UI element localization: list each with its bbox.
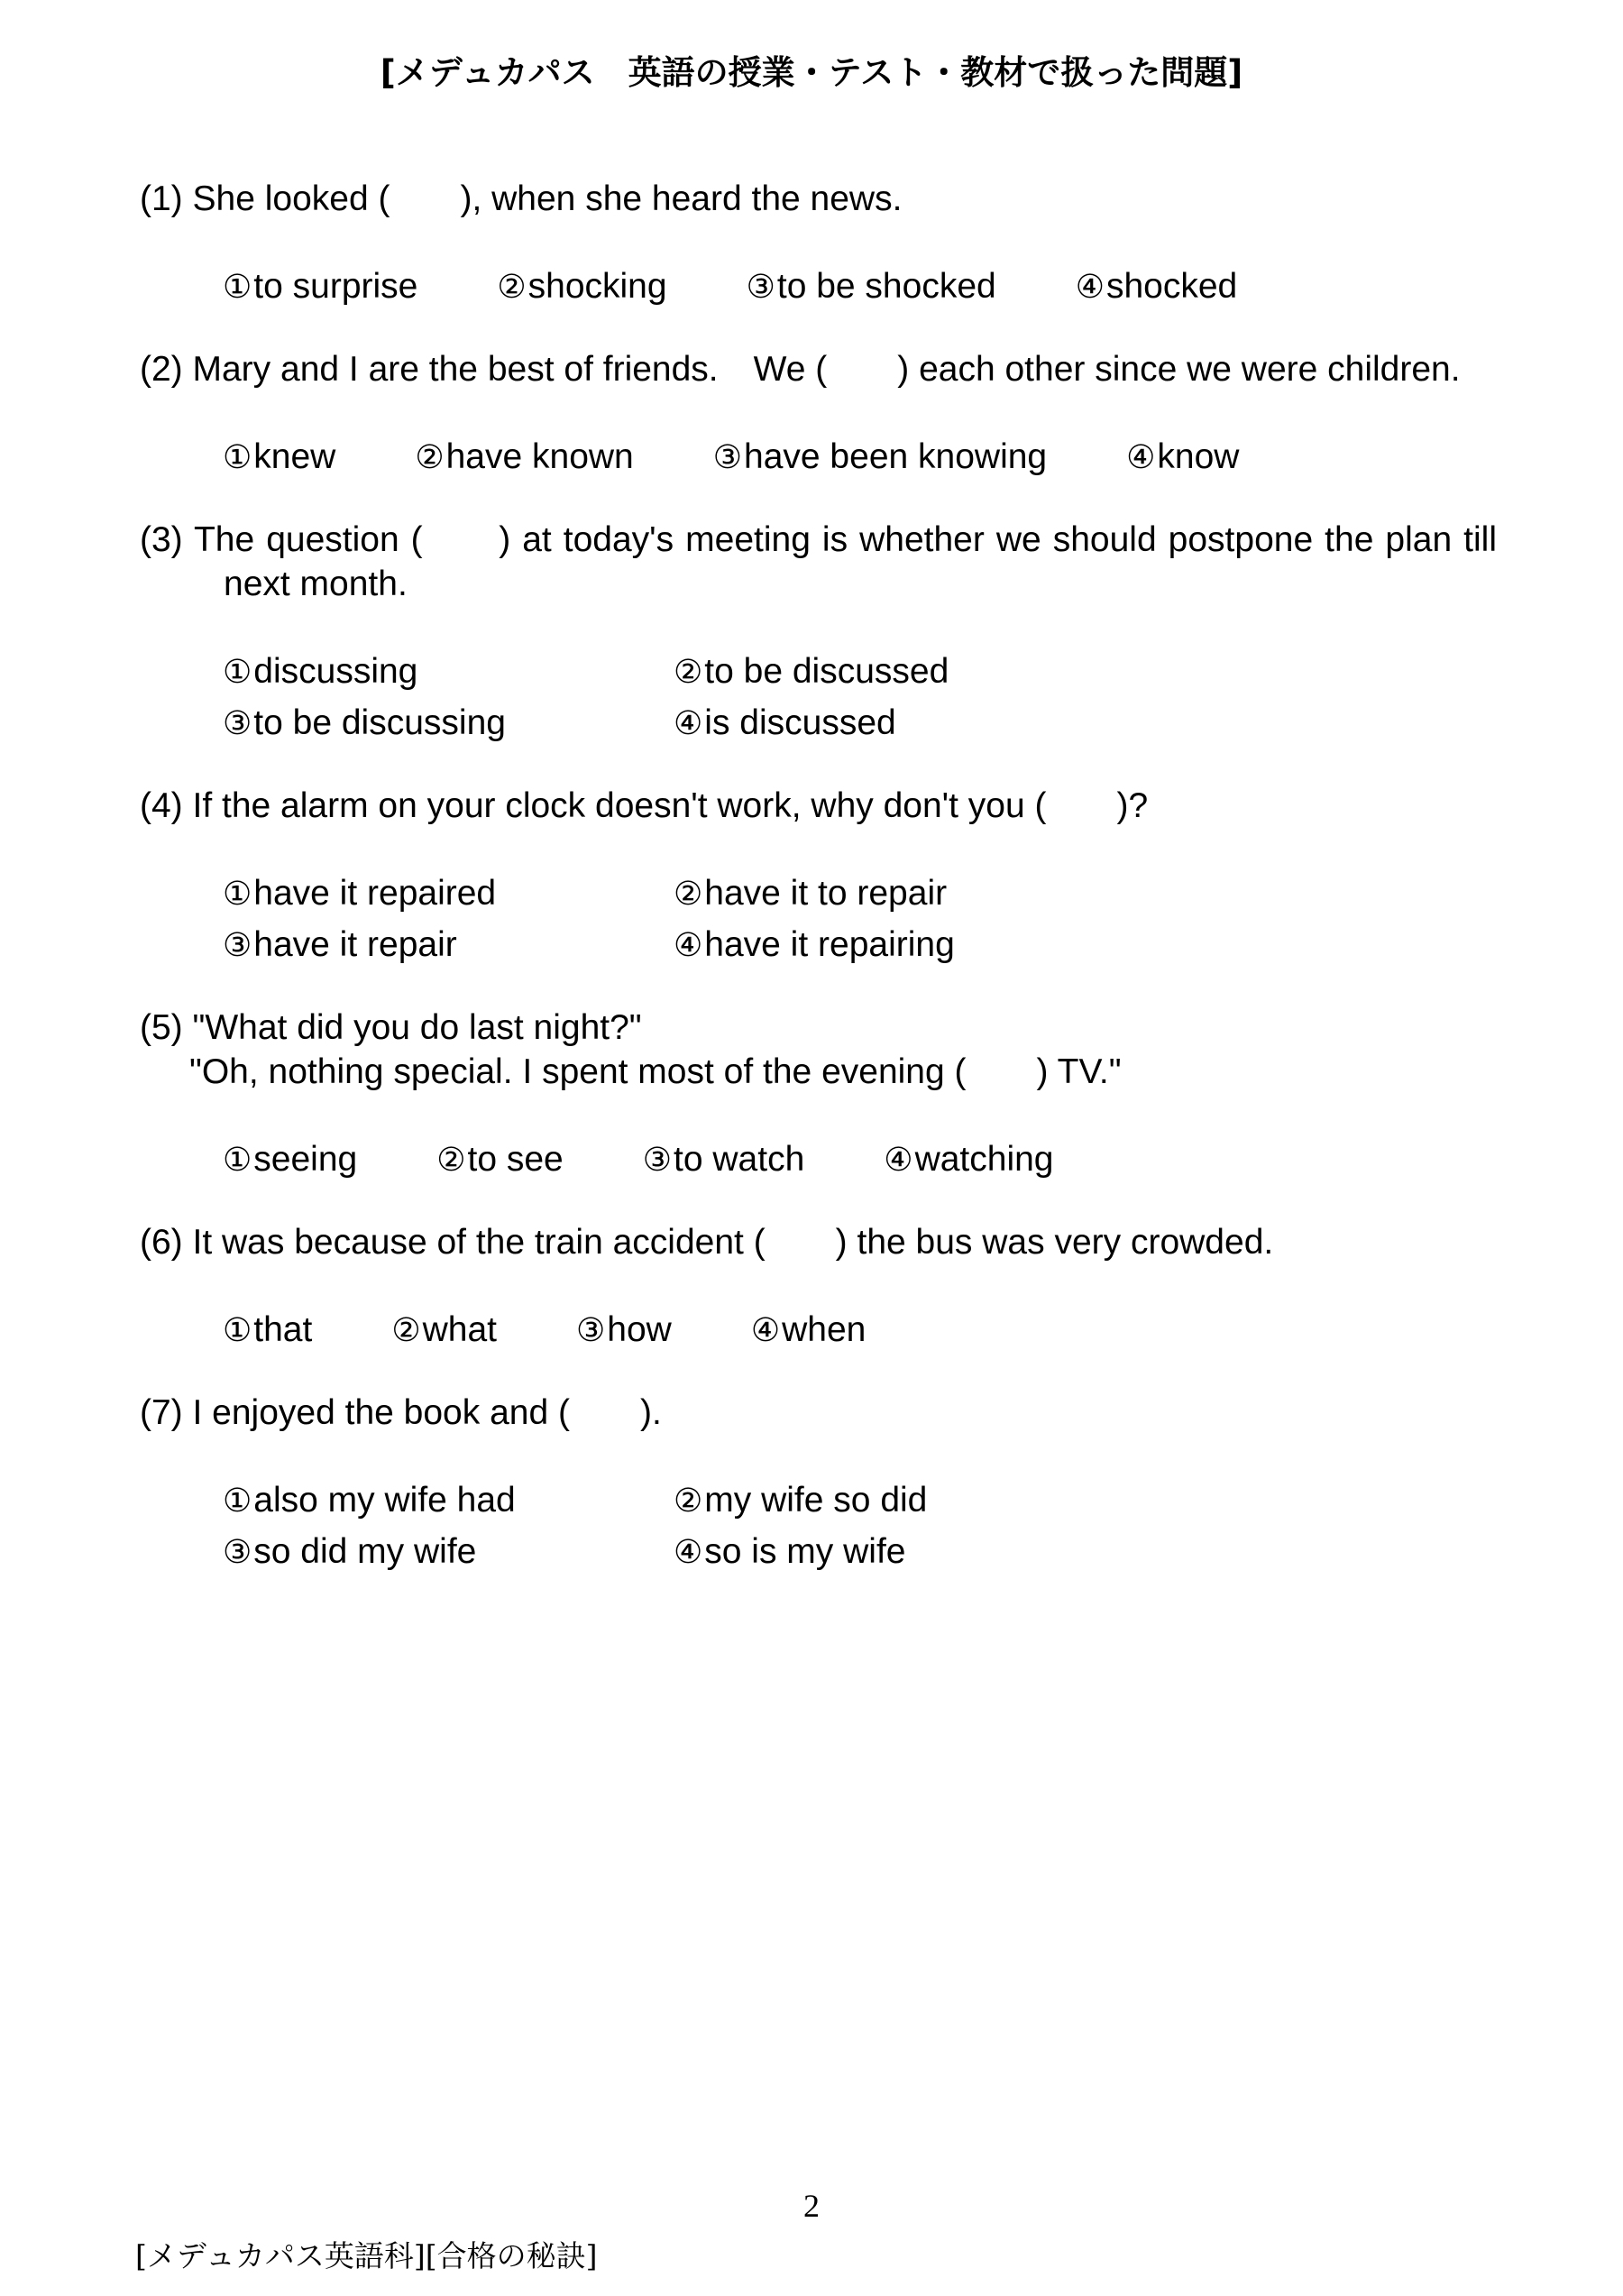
page-number: 2 (803, 2188, 820, 2224)
question-list (140, 177, 1497, 1612)
choice-number: ③ (642, 1142, 673, 1179)
answer-choice (1126, 435, 1239, 480)
answer-choices (140, 1478, 1497, 1575)
choice-text: what (422, 1310, 498, 1349)
choice-text: to see (467, 1140, 564, 1179)
footer-text: [メデュカパス英語科][合格の秘訣] (135, 2238, 598, 2273)
choice-text: is discussed (704, 703, 896, 742)
answer-choice (747, 264, 996, 309)
answer-choice (713, 435, 1047, 480)
question-text: (6) It was because of the train accident ( ) the bus was very crowded. (140, 1223, 1274, 1262)
choice-number: ④ (1126, 439, 1156, 476)
choice-text: so is my wife (704, 1532, 906, 1571)
question-1 (140, 177, 1497, 309)
question-text: (2) Mary and I are the best of friends. We ( ) each other since we were children. (140, 350, 1461, 389)
question-4 (140, 784, 1497, 968)
choice-text: to be discussing (253, 703, 506, 742)
question-3 (140, 518, 1497, 746)
choice-text: when (782, 1310, 867, 1349)
answer-choice (223, 1529, 674, 1575)
question-text: (3) The question ( ) at today's meeting is whether we should postpone the plan till next month. (140, 520, 1497, 603)
choice-text: discussing (253, 652, 418, 691)
choice-number: ① (223, 1483, 252, 1520)
choice-number: ③ (223, 1534, 252, 1571)
choice-text: knew (253, 437, 336, 476)
answer-choice (643, 1137, 805, 1182)
answer-choices (140, 1308, 1497, 1353)
answer-choice (223, 871, 674, 916)
answer-choice (223, 435, 335, 480)
choice-text: to surprise (253, 267, 418, 306)
choice-text: have it repairing (704, 925, 955, 964)
choice-number: ④ (674, 1534, 703, 1571)
answer-choice (415, 435, 633, 480)
answer-choice (674, 1478, 1124, 1523)
choice-number: ④ (674, 705, 703, 742)
choice-number: ④ (1075, 269, 1105, 306)
choice-number: ② (674, 876, 703, 913)
answer-choice (436, 1137, 564, 1182)
choice-number: ② (674, 1483, 703, 1520)
question-text: "Oh, nothing special. I spent most of the evening ( ) TV." (189, 1052, 1122, 1091)
choice-text: also my wife had (253, 1481, 516, 1520)
answer-choice (391, 1308, 497, 1353)
choice-text: have it repair (253, 925, 457, 964)
question-text: (4) If the alarm on your clock doesn't work, why don't you ( )? (140, 786, 1149, 825)
question-7 (140, 1391, 1497, 1575)
choice-number: ② (436, 1142, 466, 1179)
answer-choices (140, 264, 1497, 309)
choice-text: have it repaired (253, 874, 497, 913)
answer-choices (140, 649, 1497, 746)
answer-choices (140, 871, 1497, 968)
choice-number: ② (415, 439, 445, 476)
choice-text: shocked (1105, 267, 1238, 306)
choice-number: ② (674, 654, 703, 691)
answer-choices (140, 435, 1497, 480)
answer-choice (223, 1137, 357, 1182)
choice-text: have it to repair (704, 874, 948, 913)
choice-text: to watch (674, 1140, 805, 1179)
question-text: (1) She looked ( ), when she heard the news. (140, 179, 903, 218)
answer-choice (674, 701, 1124, 746)
choice-number: ① (223, 654, 252, 691)
choice-text: have been knowing (744, 437, 1048, 476)
choice-text: have known (445, 437, 634, 476)
choice-number: ② (391, 1312, 421, 1349)
choice-number: ① (223, 439, 252, 476)
question-5 (140, 1006, 1497, 1182)
question-6 (140, 1220, 1497, 1353)
choice-number: ③ (576, 1312, 606, 1349)
choice-text: seeing (253, 1140, 358, 1179)
choice-number: ② (497, 269, 527, 306)
answer-choice (1076, 264, 1238, 309)
answer-choice (576, 1308, 672, 1353)
choice-number: ③ (712, 439, 743, 476)
choice-number: ① (223, 1142, 252, 1179)
choice-number: ① (223, 269, 252, 306)
answer-choices (140, 1137, 1497, 1182)
choice-number: ③ (746, 269, 775, 306)
question-text: (5) "What did you do last night?" (140, 1008, 642, 1047)
choice-number: ④ (884, 1142, 913, 1179)
question-text: (7) I enjoyed the book and ( ). (140, 1393, 662, 1432)
answer-choice (223, 1478, 674, 1523)
answer-choice (674, 871, 1124, 916)
answer-choice (223, 923, 674, 968)
answer-choice (751, 1308, 867, 1353)
answer-choice (674, 923, 1124, 968)
answer-choice (884, 1137, 1053, 1182)
choice-number: ③ (223, 705, 252, 742)
answer-choice (223, 649, 674, 694)
question-2 (140, 347, 1497, 480)
choice-number: ④ (674, 927, 703, 964)
choice-text: watching (914, 1140, 1054, 1179)
choice-text: to be discussed (704, 652, 949, 691)
answer-choice (223, 701, 674, 746)
choice-text: how (607, 1310, 672, 1349)
choice-number: ③ (223, 927, 252, 964)
choice-number: ① (223, 876, 252, 913)
choice-number: ④ (750, 1312, 781, 1349)
choice-text: that (253, 1310, 313, 1349)
choice-text: shocking (527, 267, 667, 306)
answer-choice (497, 264, 666, 309)
choice-text: so did my wife (253, 1532, 477, 1571)
answer-choice (674, 1529, 1124, 1575)
answer-choice (223, 1308, 312, 1353)
answer-choice (223, 264, 417, 309)
choice-text: my wife so did (704, 1481, 928, 1520)
answer-choice (674, 649, 1124, 694)
choice-text: know (1157, 437, 1240, 476)
choice-text: to be shocked (776, 267, 996, 306)
page-title: [メデュカパス 英語の授業・テスト・教材で扱った問題] (380, 53, 1243, 92)
choice-number: ① (223, 1312, 252, 1349)
